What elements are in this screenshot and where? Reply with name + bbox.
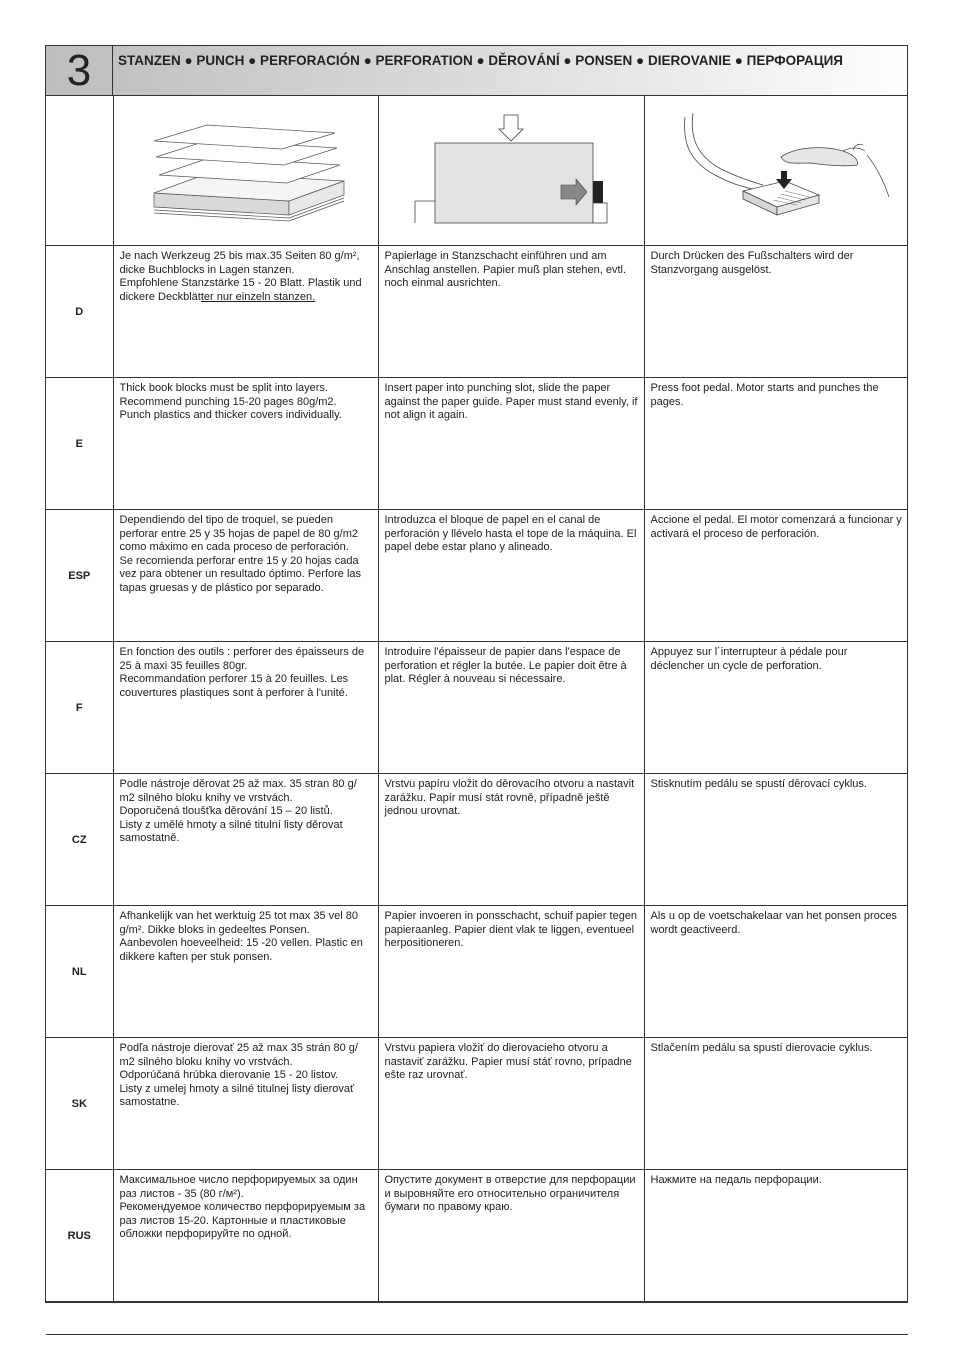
language-code: NL [46,906,113,1038]
language-code: SK [46,1038,113,1170]
language-code: RUS [46,1170,113,1302]
paper-in-punch-slot-illustration [379,95,645,245]
language-code: D [46,246,113,378]
step-1-text: Podľa nástroje dierovať 25 až max 35 strán 80 g/ m2 silného bloku knihy vo vrstvách. Odporúčaná hrúbka dierovanie 15 - 20 listov. Listy z umelej hmoty a silné titulnej listy dierovať samostatne. [113,1038,378,1170]
empty-label-cell [46,95,113,246]
step-1-text: En fonction des outils : perforer des épaisseurs de 25 à maxi 35 feuilles 80gr. Recommandation perforer 15 à 20 feuilles. Les couvertures plastiques sont à perforer à l'unité. [113,642,378,774]
step-1-text: Максимальное число перфорируемых за один раз листов - 35 (80 г/м²). Рекомендуемое количество перфорируемым за раз листов 15-20. Картонные и пластиковые обложки перфорируйте по одной. [113,1170,378,1302]
step-2-text: Vrstvu papiera vložiť do dierovacieho otvoru a nastaviť zarážku. Papier musí stáť rovno, prípadne ešte raz urovnať. [378,1038,644,1170]
foot-pedal-illustration [645,95,909,245]
step-2-text: Vrstvu papíru vložit do děrovacího otvoru a nastavit zarážku. Papír musí stát rovně, případně ještě jednou urovnat. [378,774,644,906]
step-2-text: Papierlage in Stanzschacht einführen und am Anschlag anstellen. Papier muß plan stehen, evtl. noch einmal ausrichten. [378,246,644,378]
illustration-cell-1 [113,95,378,246]
step-2-text: Introduzca el bloque de papel en el canal de perforación y llévelo hasta el tope de la máquina. El papel debe estar plano y alineado. [378,510,644,642]
paper-stack-layers-illustration [114,95,379,245]
row-nl [46,906,908,1038]
step-1-text-underlined: ter nur einzeln stanzen. [200,290,316,303]
row-rus [46,1170,908,1302]
step-2-text: Опустите документ в отверстие для перфорации и выровняйте его относительно ограничителя бумаги по правому краю. [378,1170,644,1302]
row-sk [46,1038,908,1170]
footer-empty-cell [46,1302,908,1335]
step-3-text: Нажмите на педаль перфорации. [644,1170,908,1302]
illustration-cell-3 [644,95,908,246]
instruction-table [46,95,908,1335]
step-3-text: Durch Drücken des Fußschalters wird der Stanzvorgang ausgelöst. [644,246,908,378]
step-3-text: Stlačením pedálu sa spustí dierovacie cyklus. [644,1038,908,1170]
step-3-text: Appuyez sur l´interrupteur à pédale pour déclencher un cycle de perforation. [644,642,908,774]
step-3-text: Accione el pedal. El motor comenzará a funcionar y activará el proceso de perforación. [644,510,908,642]
section-header [46,46,907,96]
row-e [46,378,908,510]
language-code: CZ [46,774,113,906]
row-esp [46,510,908,642]
footer-row [46,1302,908,1335]
step-1-text: Podle nástroje děrovat 25 až max. 35 stran 80 g/ m2 silného bloku knihy ve vrstvách. Doporučená tloušťka děrování 15 – 20 listů. Listy z umělé hmoty a silné titulní listy děrovat samostatně. [113,774,378,906]
illustration-row [46,95,908,246]
step-2-text: Papier invoeren in ponsschacht, schuif papier tegen papieraanleg. Papier dient vlak te liggen, eventueel herpositioneren. [378,906,644,1038]
step-3-text: Als u op de voetschakelaar van het ponsen proces wordt geactiveerd. [644,906,908,1038]
instruction-sheet [45,45,908,1303]
row-cz [46,774,908,906]
section-number: 3 [46,46,113,95]
step-3-text: Press foot pedal. Motor starts and punches the pages. [644,378,908,510]
step-1-text: Thick book blocks must be split into layers. Recommend punching 15-20 pages 80g/m2. Punch plastics and thicker covers individually. [113,378,378,510]
language-code: ESP [46,510,113,642]
step-1-text [113,246,378,378]
step-2-text: Introduire l'épaisseur de papier dans l'espace de perforation et régler la butée. Le papier doit être à plat. Régler à nouveau si nécessaire. [378,642,644,774]
row-d [46,246,908,378]
step-1-text-main: Je nach Werkzeug 25 bis max.35 Seiten 80 g/m², dicke Buchblocks in Lagen stanzen. Empfohlene Stanzstärke 15 - 20 Blatt. Plastik und dickere Deckblät [119,250,362,303]
step-1-text: Dependiendo del tipo de troquel, se pueden perforar entre 25 y 35 hojas de papel de 80 g/m2 como máximo en cada proceso de perforación. Se recomienda perforar entre 15 y 20 hojas cada vez para obtener un resultado óptimo. Perfore las tapas gruesas y de plástico por separado. [113,510,378,642]
step-1-text: Afhankelijk van het werktuig 25 tot max 35 vel 80 g/m². Dikke bloks in gedeeltes Ponsen. Aanbevolen hoeveelheid: 15 -20 vellen. Plastic en dikkere kaften per stuk ponsen. [113,906,378,1038]
illustration-cell-2 [378,95,644,246]
row-f [46,642,908,774]
step-3-text: Stisknutím pedálu se spustí děrovací cyklus. [644,774,908,906]
step-2-text: Insert paper into punching slot, slide the paper against the paper guide. Paper must stand evenly, if not align it again. [378,378,644,510]
language-code: E [46,378,113,510]
language-code: F [46,642,113,774]
section-title: STANZEN ● PUNCH ● PERFORACIÓN ● PERFORATION ● DĚROVÁNÍ ● PONSEN ● DIEROVANIE ● ПЕРФОРАЦИЯ [118,53,844,68]
